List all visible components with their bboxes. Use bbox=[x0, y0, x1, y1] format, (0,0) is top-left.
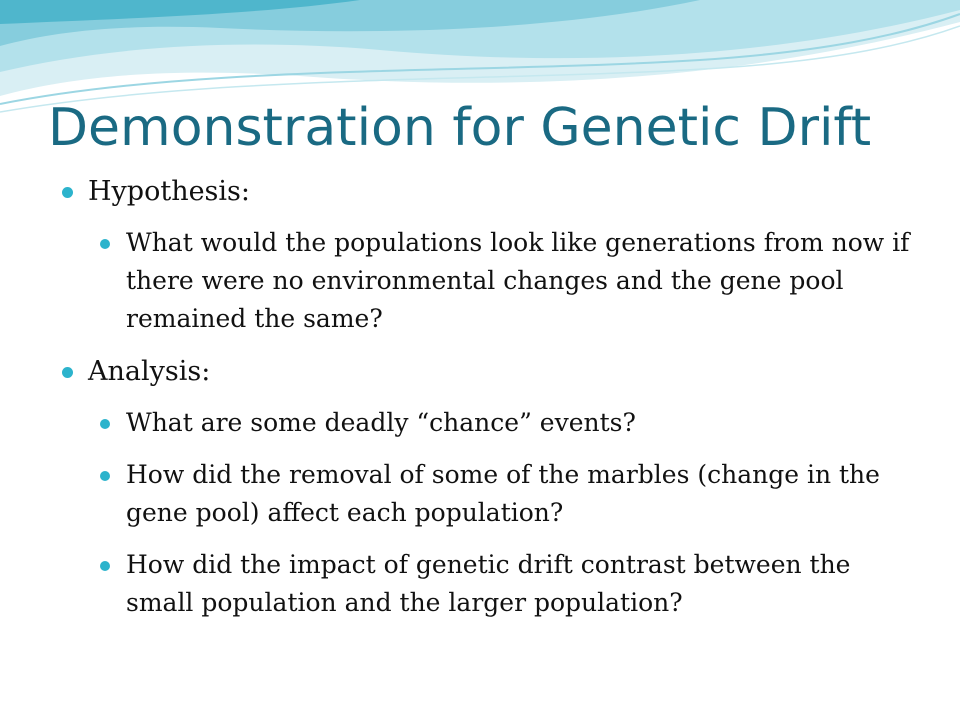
sub-bullet-text: How did the impact of genetic drift contrast between the small population and the larger population? bbox=[126, 550, 851, 617]
section-heading: Hypothesis: bbox=[88, 176, 250, 207]
bullet-dot-icon bbox=[100, 471, 110, 481]
bullet-dot-icon bbox=[100, 239, 110, 249]
sub-bullet bbox=[100, 224, 922, 338]
sub-bullet-text: What would the populations look like generations from now if there were no environmental changes and the gene pool remained the same? bbox=[126, 228, 910, 333]
slide-title: Demonstration for Genetic Drift bbox=[48, 98, 872, 158]
bullet-dot-icon bbox=[62, 367, 73, 378]
sub-bullet bbox=[100, 404, 922, 442]
bullet-dot-icon bbox=[100, 419, 110, 429]
sub-bullet bbox=[100, 456, 922, 532]
sub-bullet-text: How did the removal of some of the marbles (change in the gene pool) affect each population? bbox=[126, 460, 880, 527]
bullet-analysis bbox=[62, 352, 922, 392]
bullet-hypothesis bbox=[62, 172, 922, 212]
bullet-dot-icon bbox=[62, 187, 73, 198]
bullet-dot-icon bbox=[100, 561, 110, 571]
sub-bullet bbox=[100, 546, 922, 622]
sub-bullet-text: What are some deadly “chance” events? bbox=[126, 408, 636, 437]
slide-body bbox=[62, 172, 922, 622]
section-heading: Analysis: bbox=[88, 356, 211, 387]
